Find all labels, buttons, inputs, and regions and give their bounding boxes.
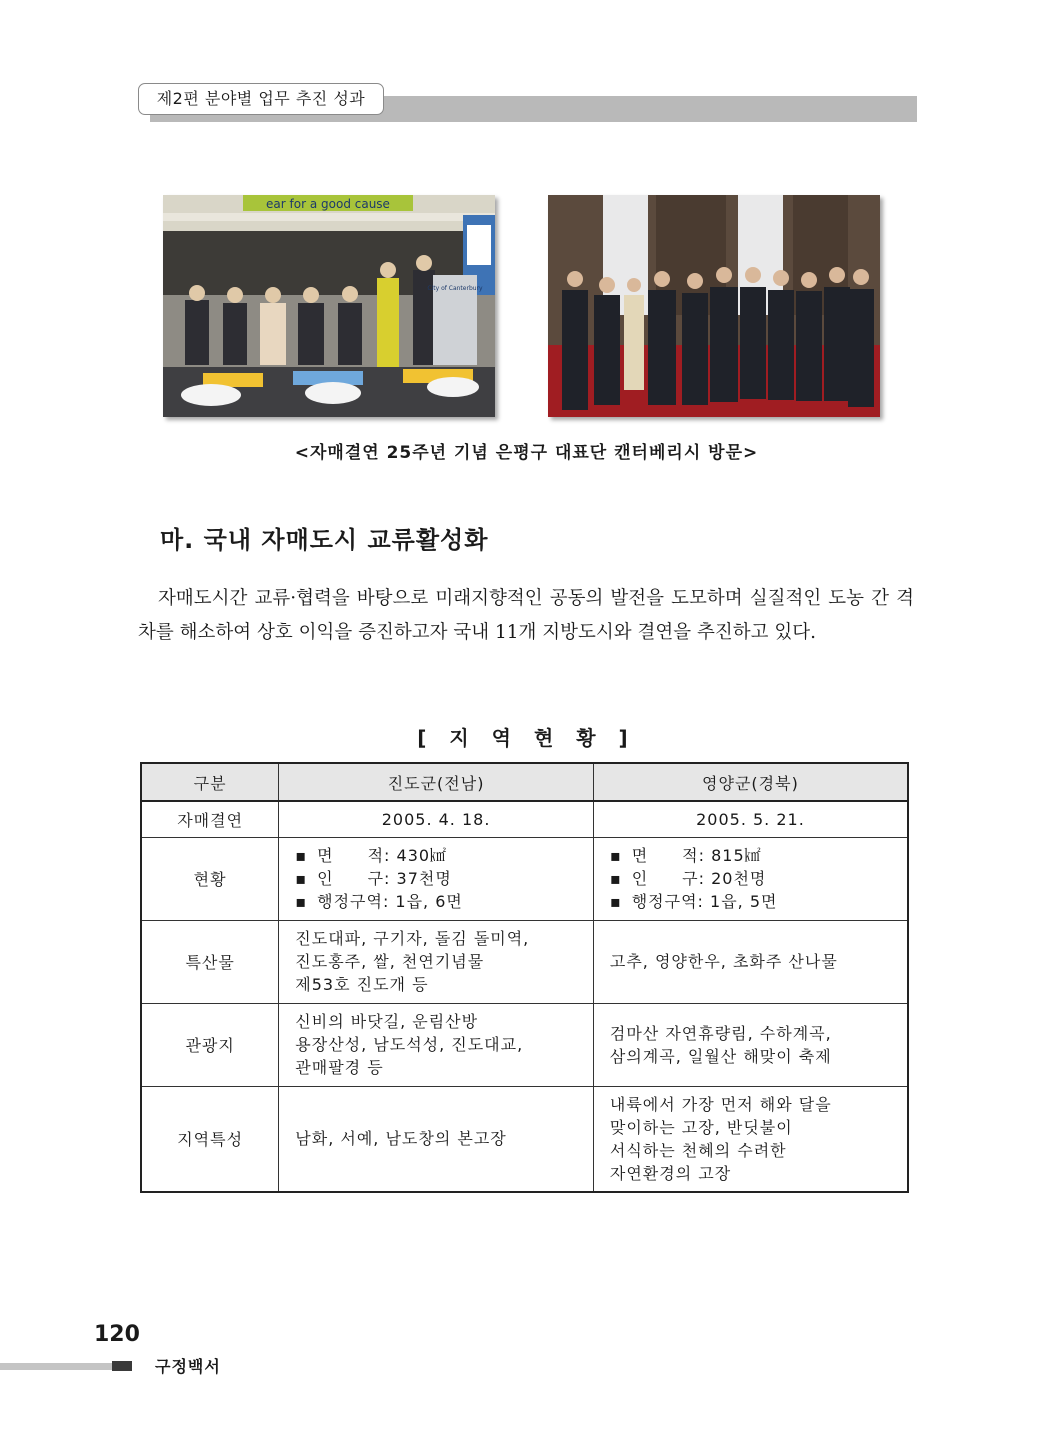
cell-value [279, 920, 594, 1003]
footer-bar [0, 1363, 112, 1370]
table-title: [ 지 역 현 황 ] [417, 726, 636, 750]
cell-line: 남화, 서예, 남도창의 본고장 [295, 1129, 507, 1149]
cell-value [593, 1003, 908, 1086]
list-item: ▪ 행정구역: 1읍, 6면 [295, 890, 577, 913]
page-number: 120 [94, 1322, 140, 1347]
photo-ceremony [163, 195, 495, 417]
cell-value [593, 920, 908, 1003]
section-title: 마. 국내 자매도시 교류활성화 [160, 526, 489, 554]
region-status-table [140, 762, 909, 1193]
list-item: ▪ 면 적: 815㎢ [610, 844, 891, 867]
photo-caption: <자매결연 25주년 기념 은평구 대표단 캔터베리시 방문> [294, 443, 759, 463]
header-category: 구분 [141, 763, 279, 801]
header-jindo: 진도군(전남) [279, 763, 594, 801]
cell-line: 검마산 자연휴량림, 수하계곡, [609, 1023, 832, 1043]
table-row [141, 1003, 908, 1086]
table-row [141, 920, 908, 1003]
cell-line: 용장산성, 남도석성, 진도대교, [295, 1035, 524, 1054]
cell-line: 고추, 영양한우, 초화주 산나물 [609, 952, 838, 971]
cell-line: 맞이하는 고장, 반딧불이 [609, 1117, 793, 1137]
header-yeongyang: 영양군(경북) [593, 763, 908, 801]
section-header-tab: 제2편 분야별 업무 추진 성과 [138, 83, 384, 115]
table-row [141, 1086, 908, 1192]
list-item: ▪ 인 구: 20천명 [610, 867, 891, 890]
row-label: 현황 [141, 837, 279, 920]
section-body-text: 자매도시간 교류·협력을 바탕으로 미래지향적인 공동의 발전을 도모하며 실질적인 도농 간 격차를 해소하여 상호 이익을 증진하고자 국내 11개 지방도시와 결연을 추진하고 있다. [138, 588, 914, 643]
cell-line: 서식하는 천혜의 수려한 [609, 1140, 787, 1160]
list-item: ▪ 면 적: 430㎢ [295, 844, 577, 867]
list-item: ▪ 행정구역: 1읍, 5면 [610, 890, 891, 913]
cell-line: 진도대파, 구기자, 돌김 돌미역, [295, 929, 530, 948]
footer-block [112, 1361, 132, 1371]
cell-value [279, 837, 594, 920]
sign-text: City of Canterbury [427, 285, 483, 292]
cell-line: 신비의 바닷길, 운림산방 [295, 1012, 479, 1031]
banner-text: ear for a good cause [266, 197, 390, 211]
cell-value: 2005. 4. 18. [279, 801, 594, 837]
cell-value: 2005. 5. 21. [593, 801, 908, 837]
cell-line: 관매팔경 등 [295, 1058, 384, 1077]
row-label: 지역특성 [141, 1086, 279, 1192]
list-item: ▪ 인 구: 37천명 [295, 867, 577, 890]
cell-line: 진도홍주, 쌀, 천연기념물 [295, 952, 485, 971]
row-label: 자매결연 [141, 801, 279, 837]
cell-line: 자연환경의 고장 [609, 1163, 732, 1183]
row-label: 관광지 [141, 1003, 279, 1086]
cell-value [593, 837, 908, 920]
cell-value [279, 1086, 594, 1192]
cell-line: 삼의계곡, 일월산 해맞이 축제 [609, 1046, 832, 1066]
table-row [141, 837, 908, 920]
cell-value [279, 1003, 594, 1086]
table-row [141, 801, 908, 837]
photo-delegation-group [548, 195, 880, 417]
footer-book-title: 구정백서 [155, 1357, 221, 1376]
cell-line: 내륙에서 가장 먼저 해와 달을 [609, 1094, 832, 1114]
cell-value [593, 1086, 908, 1192]
row-label: 특산물 [141, 920, 279, 1003]
table-header-row [141, 763, 908, 801]
cell-line: 제53호 진도개 등 [295, 975, 429, 994]
